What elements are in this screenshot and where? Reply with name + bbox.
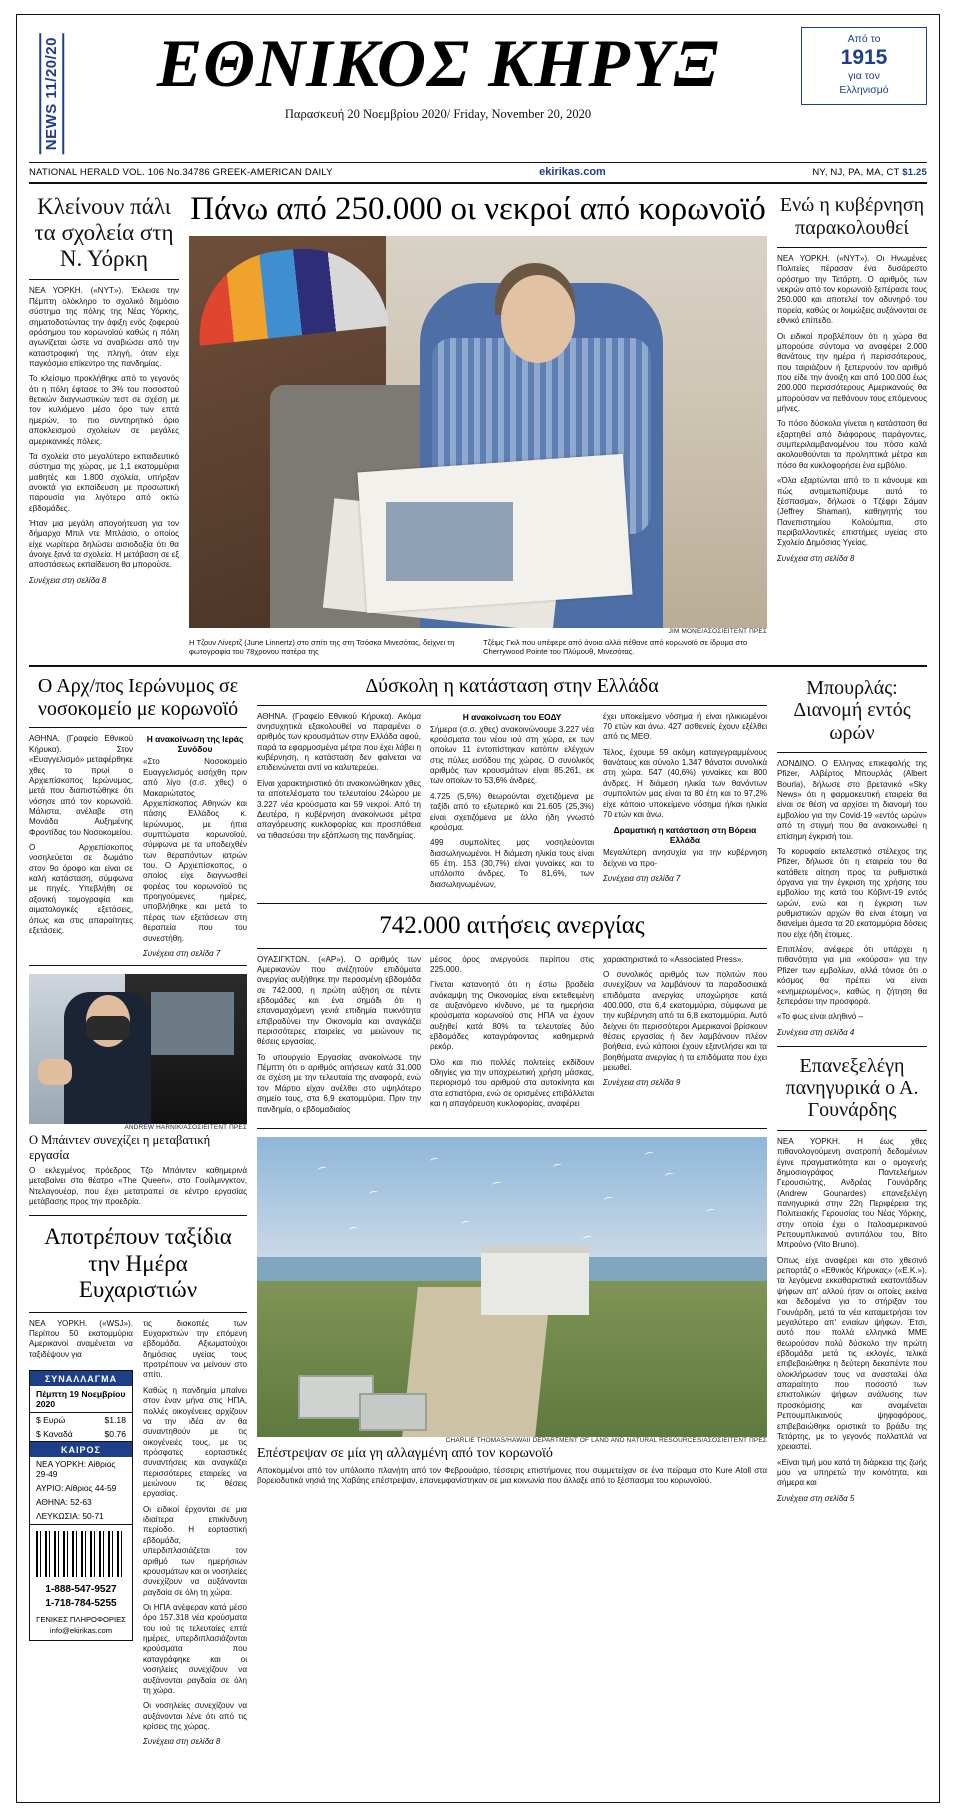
- divider: [29, 279, 179, 280]
- masthead: [29, 23, 927, 154]
- currency-label: $ Καναδά: [36, 1429, 73, 1440]
- greece-col2: [430, 712, 594, 895]
- issue-date: Παρασκευή 20 Νοεμβρίου 2020/ Friday, November 20, 2020: [284, 107, 592, 121]
- left-column-top: [29, 192, 179, 657]
- weather-title: ΚΑΙΡΟΣ: [30, 1442, 132, 1457]
- schools-continuation: Συνέχεια στη σελίδα 8: [29, 575, 107, 585]
- paragraph: Οι ειδικοί έρχονται σε μια ιδιαίτερα επικίνδυνη περίοδο. Η εορταστική εβδομάδα, υπερδιπλασιάζεται τον αριθμό των ημερήσιων κρουσμάτων και οι νοσηλείες συνεχίζουν να αυξάνονται ραγδαία σε όλη τη χώρα.: [143, 1504, 247, 1597]
- paragraph: ΝΕΑ ΥΟΡΚΗ. («ΝΥΤ»). Έκλεισε την Πέμπτη ολόκληρο το σχολικό δημόσιο σύστημα της πόλης της Νέας Υόρκης, σηματοδοτώντας την άφιξη ενός ζοφερού ορόσημου του κορωνοϊού καθώς η πόλη αγωνίζεται ώστε να αναβιώσει από την καταστροφική της πληγή, όταν είχε παγκόσμιο επίκεντρο της πανδημίας.: [29, 286, 179, 368]
- bourlas-continuation: Συνέχεια στη σελίδα 4: [777, 1027, 855, 1037]
- currency-weather-box: [29, 1370, 133, 1641]
- paragraph: Σήμερα (σ.σ. χθες) ανακοινώνουμε 3.227 νέα κρούσματα του νέου ιού στη χώρα, εκ των οποίων 11 εντοπίστηκαν κατόπιν ελέγχων στις πύλες εισόδου της χώρας. Ο συνολικός αριθμός των κρουσμάτων είναι 85.261, εκ των οποίων το 53,6% άνδρες.: [430, 724, 594, 786]
- biden-photo: [29, 974, 247, 1124]
- paragraph: Είναι χαρακτηριστικό ότι ανακοινώθηκαν χθες τα αποτελέσματα του τελευταίου 24ώρου με 3.227 νέα κρούσματα και 59 νεκροί. Από τη Δευτέρα, η κυβέρνηση ανακοίνωσε μέτρα απαγόρευσης κυκλοφορίας και προσπάθεια να τιθασεύσει την εξάπλωση της πανδημίας.: [257, 778, 421, 840]
- gounaridis-headline: Επανεξελέγη πανηγυρικά ο Α. Γουνάρδης: [785, 1054, 919, 1122]
- birds-caption: Επέστρεψαν σε μία γη αλλαγμένη από τον κορωνοϊό: [257, 1445, 553, 1461]
- mid-center-column: [257, 675, 767, 1746]
- divider: [29, 965, 247, 966]
- thanksgiving-col2: [143, 1319, 247, 1747]
- paragraph: Καθώς η πανδημία μπαίνει στον έναν μήνα στις ΗΠΑ, πολλές οικογένειες αρχίζουν να την ιδέα αν θα συναντηθούν με τις οικογένειές τους, με τις πρόσφατες εορταστικές συναντήσεις και αναγκάζει περισσότερες εταιρείες να μειώνουν τις θέσεις εργασίας.: [143, 1385, 247, 1499]
- contact-info: [30, 1615, 132, 1640]
- divider: [29, 1215, 247, 1216]
- bourlas-headline: Μπουρλάς: Διανομή εντός ωρών: [793, 676, 911, 744]
- unemployment-col3: [603, 955, 767, 1120]
- paragraph: έχει υποκείμενο νόσημα ή είναι ηλικιωμένοι 70 ετών και άνω. 427 ασθενείς έχουν εξέλθει από τις ΜΕΘ.: [603, 711, 767, 742]
- paragraph: ΑΘΗΝΑ. (Γραφείο Εθνικού Κήρυκα). Ακόμα ανησυχητικά εξακολουθεί να παραμένει ο αριθμός των κρουσμάτων στην Ελλάδα αφού, παρά τα εφαρμοσμένα μέτρα που έχει λάβει η κυβέρνηση, η κατάσταση δεν φαίνεται να επιδεινώνεται αντί να καλυτερεύει.: [257, 711, 421, 773]
- masthead-center: [75, 27, 801, 122]
- right-column-top: [777, 192, 927, 657]
- paragraph: ΝΕΑ ΥΟΡΚΗ. («WSJ»). Περίπου 50 εκατομμύρια Αμερικανοί αναμένεται να ταξιδέψουν για: [29, 1318, 133, 1359]
- schools-headline: Κλείνουν πάλι τα σχολεία στη Ν. Υόρκη: [34, 194, 174, 271]
- mid-right-column: [777, 675, 927, 1746]
- paragraph: Επιπλέον, ανέφερε ότι υπάρχει η πιθανότητα για μια «κούρσα» για την Pfizer των εμβολίων, αλλά τόνισε ότι ο κόσμος θα πρέπει να είναι «ενημερωμένος», καθώς η ζήτηση θα ξεπεράσει την προσφορά.: [777, 945, 927, 1006]
- paragraph: Όπως είχε αναφέρει και στο χθεσινό ρεπορτάζ ο «Εθνικός Κήρυκας» («Ε.Κ.»), τα λεγόμενα εκκαθαριστικά εκατοντάδων ψήφων απ' αλλού ήταν οι οποίες εκείνα και δεδομένα για το στήριξαν του Γουνάρδη, μετά τα νέα καταμετρήσει τον μεγαλύτερο απ' ενιαίων ψήφων. Έτσι, αυτό που πολλά ελληνικά ΜΜΕ θεωρούσαν πολύ δύσκολο την πρώτη εβδομάδα μετά τις εκλογές, τελικά επιβεβαιώθηκε η δεύτερη δεκαπέντε που ολοκλήρωσαν τους να ανασταλεί όλα απαραίτητο που ποσοστό των επιστολικών ψήφων ανάλυσης των προσκόμισης και αναμένεται Ρεπουμπλικανούς ψηφοφόρους, επιβεβαιώθηκε οριστικά το βράδυ της Τετάρτης, με το γεγονός πολλαπλά να χρειαστεί.: [777, 1255, 927, 1452]
- currency-date: Πέμπτη 19 Νοεμβρίου 2020: [30, 1386, 132, 1413]
- paragraph: ΝΕΑ ΥΟΡΚΗ. Η έως χθες πιθανολογούμενη ανατροπή δεδομένων έγινε πραγματικότητα και ο ομογενής δημοσιογράφος Παντελεήμων Γερουσιώτης, Ανδρέας Γουνάρδης (Andrew Gounardes) επανεξελέγη πανηγυρικά στην 22η Περιφέρεια της Πολιτειακής Γερουσίας του Νέας Υόρκης, στην οποία έχει ο Ιταλοαμερικανού Ρεπουμπλικανού αντιπάλου του, Βίτο Μπρούνο (Vito Bruno).: [777, 1136, 927, 1250]
- top-section: [29, 192, 927, 657]
- unemployment-col1: [257, 955, 421, 1120]
- paragraph: χαρακτηριστικά το «Associated Press».: [603, 954, 744, 964]
- divider: [257, 948, 767, 949]
- main-caption-left: Η Τζουν Λίνερτζ (June Linnertz) στο σπίτι της στη Τσόσκα Μινεσότας, δείχνει τη φωτογραφία του 78χρονου πατέρα της: [189, 637, 455, 657]
- currency-title: ΣΥΝΑΛΛΑΓΜΑ: [30, 1371, 132, 1386]
- since-line2: Ελληνισμό: [839, 84, 889, 97]
- paragraph: Ο εκλεγμένος πρόεδρος Τζο Μπάιντεν καθημερινά μεταβαίνει στο θέατρο «The Queen», στο Γουίλμινγκτον, Ντελαγουέαρ, που έχει μετατραπεί σε κέντρο εργασίας μετάβασης προς την προεδρία.: [29, 1165, 247, 1206]
- info-label: ΓΕΝΙΚΕΣ ΠΛΗΡΟΦΟΡΙΕΣ: [36, 1615, 126, 1625]
- currency-row: [30, 1413, 132, 1427]
- currency-row: [30, 1427, 132, 1442]
- weather-row: ΑΥΡΙΟ: Αίθριος 44-59: [36, 1483, 117, 1494]
- phone-numbers: [30, 1581, 132, 1615]
- divider: [257, 903, 767, 904]
- paragraph: Τέλος, έχουμε 59 ακόμη καταγεγραμμένους θανάτους και σύνολο 1.347 θάνατοι συνολικά στη χώρα. 547 (40,6%) γυναίκες και 800 άνδρες. Η διάμεση ηλικία των θανόντων συμπολιτών μας είναι τα 80 έτη και το 97,2% είχε κάποιο υποκείμενο νόσημα ή/και ηλικία 70 ετών και άνω.: [603, 747, 767, 819]
- price-label: $1.25: [902, 166, 927, 178]
- archbishop-body-col1: [29, 734, 133, 957]
- volume-info: NATIONAL HERALD VOL. 106 No.34786 GREEK-AMERICAN DAILY: [29, 166, 333, 178]
- mid-section: [29, 675, 927, 1746]
- main-headline: Πάνω από 250.000 οι νεκροί από κορωνοϊό: [190, 191, 766, 228]
- greece-col1: [257, 712, 421, 895]
- paragraph: ΝΕΑ ΥΟΡΚΗ. («ΝΥΤ»). Οι Ηνωμένες Πολιτείες πέρασαν ένα δυσάρεστο ορόσημο την Τετάρτη. Ο αριθμός των νεκρών από τον κορωνοϊό ξεπέρασε τους 250.000 και αποτελεί τον οδυνηρό του πορεία, καθώς οι λοιμώξεις αυξάνονται σε εθνικό επίπεδο.: [777, 254, 927, 326]
- currency-value: $0.76: [104, 1429, 126, 1440]
- unemployment-headline: 742.000 αιτήσεις ανεργίας: [379, 912, 645, 940]
- paragraph: ΟΥΑΣΙΓΚΤΩΝ. («ΑΡ»). Ο αριθμός των Αμερικανών που ανέζητούν επιδόματα ανεργίας αυξήθηκε την περασμένη εβδομάδα σε 742.000, η πρώτη αύξηση σε πέντε εβδομάδες και ένα σημάδι ότι η επαναμαχόμενη γενιά επιδημία πυκνότητα επιβραδύνει την Οικονομία και αναγκάζει περισσότερες εταιρείες να μειώνουν τις θέσεις εργασίας.: [257, 954, 421, 1047]
- since-year: 1915: [840, 46, 888, 70]
- paragraph: «Όλα εξαρτώνται από το τι κάνουμε και πώς αντιμετωπίζουμε αυτό το ξέσπασμα», δήλωσε ο Τζέφρι Σάμαν (Jeffrey Shaman), καθηγητής του Πανεπιστημίου Κολούμπια, στο περιβαλλοντικές επιστήμες υγείας στο Σχολείο Δημόσιας Υγείας.: [777, 476, 927, 548]
- archbishop-subhead: Η ανακοίνωση της Ιεράς Συνόδου: [146, 734, 244, 755]
- paragraph: Αποκομμένοι από τον υπόλοιπο πλανήτη από τον Φεβρουάριο, τέσσερις επιστήμονες που συμμετείχαν σε ένα πείραμα στο Kure Atoll στα βορειοδυτικά νησιά της Χαβάης επέστρεψαν, επανεμφανίστηκαν σε μια κοινωνία που άλλαξε από το ξέσπασμα του κορωνοϊού.: [257, 1465, 767, 1486]
- government-headline: Ενώ η κυβέρνηση παρακολουθεί: [779, 194, 925, 239]
- divider: [257, 705, 767, 706]
- paragraph: «Το φως είναι αληθινό –: [777, 1012, 864, 1022]
- gounaridis-body: [777, 1137, 927, 1489]
- news-badge: [29, 27, 75, 154]
- weather-row: ΛΕΥΚΩΣΙΑ: 50-71: [30, 1509, 132, 1525]
- paragraph: Το κλείσιμο προκλήθηκε από το γεγονός ότι η πόλη έφτασε το 3% του ποσοστού θετικών διαγνωστικών τεστ σε σχέση με τον κυλιόμενο μέσο όρο των επτά ημερών, το πιο συντηρητικό όριο αποκλεισμού σχολείων σε μεγάλες αμερικανικές πόλεις.: [29, 374, 179, 446]
- paragraph: Οι νοσηλείες συνεχίζουν να αυξάνονται λένε ότι από τις κρίσεις της χώρας.: [143, 1701, 247, 1731]
- main-photo-credit: JIM MONE/ΑΣΟΣΙΕΪΤΕΝΤ ΠΡΕΣ: [668, 627, 767, 635]
- mid-left-column: [29, 675, 247, 1746]
- phone-local[interactable]: 1-718-784-5255: [45, 1598, 117, 1610]
- weather-row: ΑΘΗΝΑ: 52-63: [36, 1497, 92, 1508]
- unemployment-continuation: Συνέχεια στη σελίδα 9: [603, 1078, 681, 1088]
- phone-toll-free[interactable]: 1-888-547-9527: [45, 1584, 117, 1596]
- greece-subhead: Η ανακοίνωση του ΕΟΔΥ: [462, 711, 562, 722]
- masthead-info-bar: [29, 163, 927, 184]
- paragraph: Γίνεται κατανοητό ότι η έστω βραδεία ανάκαμψη της Οικονομίας είναι εκτεθειμένη σε αυξανόμενο κίνδυνο, με τα ημερήσια κρούσματα κορωνοϊού στις ΗΠΑ να έχουν αυξηθεί κατά 80% τα τελευταίες δύο εβδομάδες καταγράφοντας καθημερινά ρεκόρ.: [430, 980, 594, 1052]
- paragraph: τις διακοπές των Ευχαριστιών την επόμενη εβδομάδα. Αξιωματούχοι δημόσιας υγείας τους προτρέπουν να μείνουν στο σπίτι.: [143, 1318, 247, 1380]
- divider: [29, 727, 247, 728]
- since-line1: για τον: [848, 70, 880, 83]
- distribution-regions: ΝΥ, ΝJ, ΡΑ, ΜΑ, CT: [812, 166, 900, 178]
- currency-value: $1.18: [104, 1415, 126, 1426]
- greece-continuation: Συνέχεια στη σελίδα 7: [603, 873, 681, 883]
- paragraph: ΑΘΗΝΑ. (Γραφείο Εθνικού Κήρυκα). Στον «Ευαγγελισμό» μεταφέρθηκε χθες το πρωί ο Αρχιεπίσκοπος Ιερώνυμος, μετά που διαπιστώθηκε ότι νόσησε από τον κορωνοϊό. Μάλιστα, ανέλαβε στη Μονάδα Αυξημένης Φροντίδας του Νοσοκομείου.: [29, 734, 133, 837]
- paragraph: Το κορυφαίο εκτελεστικό στέλεχος της Pfizer, δήλωσε ότι η εταιρεία του θα κατάθετε αίτηση πρoς τα ρυθμιστικά όργανα για την έγκριση της χρήσης του εμβολίου της κατά του Κόβιντ-19 εντός ωρών, ενώ και η έγκριση των ρυθμιστικών αρχών θα είναι έτοιμη να διανείμει άμεσα τα 20 εκατομμύρια δόσεις που είχε ήδη έτοιμες.: [777, 846, 927, 939]
- paragraph: «Στο Νοσοκομείο Ευαγγελισμός εισήχθη πριν από λίγο (σ.σ. χθες) ο Μακαριώτατος Αρχιεπίσκοπος Αθηνών και πάσης Ελλάδος κ. Ιερώνυμος, με ήπια συμπτώματα κορωνοϊού, σύμφωνα με τα υποδειχθέν των θεραπόντων ιατρών του. Ο Αρχιεπίσκοπος, ο οποίος είχε διαγνωσθεί φορέας του κορωνοϊού τις προηγούμενες ημέρες, υποβλήθηκε και μετά το πέρας των εξετάσεων στη θεραπεία που του συνεστήθη.: [143, 757, 247, 943]
- website-link[interactable]: ekirikas.com: [539, 166, 606, 179]
- currency-label: $ Ευρώ: [36, 1415, 66, 1426]
- archbishop-headline: Ο Αρχ/πος Ιερώνυμος σε νοσοκομείο με κορωνοϊό: [37, 674, 239, 720]
- divider: [29, 1312, 247, 1313]
- main-story: [189, 192, 767, 657]
- paragraph: 4.725 (5,5%) θεωρούνται σχετιζόμενα με ταξίδι από το εξωτερικό και 21.605 (25,3%) είναι σχετιζόμενα με άλλο ήδη γνωστό κρούσμα.: [430, 791, 594, 832]
- thanksgiving-headline: Αποτρέπουν ταξίδια την Ημέρα Ευχαριστιών: [44, 1224, 232, 1303]
- divider: [257, 1128, 767, 1129]
- paragraph: Οι ΗΠΑ ανέφεραν κατά μέσο όρο 157.318 νέα κρούσματα του ιού τις τελευταίες επτά ημέρες, υπερδιπλασιάζονται κρούσματα που καταγράφηκε και οι νοσηλείες συνεχίζουν να αυξάνονται ραγδαία σε όλη τη χώρα.: [143, 1602, 247, 1695]
- paragraph: 499 συμπολίτες μας νοσηλεύονται διασωληνωμένοι. Η διάμεση ηλικία τους είναι 65 έτη. 153 (30,7%) είναι γυναίκες και το υπόλοιπο άνδρες. Το 81,6%, των διασωληνωμένων,: [430, 838, 594, 889]
- biden-photo-credit: ANDREW HARNIK/ΑΣΟΣΙΕΪΤΕΝΤ ΠΡΕΣ: [124, 1123, 247, 1131]
- distribution-price: [812, 167, 927, 178]
- barcode: [36, 1531, 126, 1577]
- government-continuation: Συνέχεια στη σελίδα 8: [777, 553, 855, 563]
- news-badge-label: NEWS 11/20/20: [39, 33, 64, 154]
- biden-caption: Ο Μπάιντεν συνεχίζει η μεταβατική εργασία: [29, 1132, 211, 1162]
- paragraph: Οι ειδικοί προβλέπουν ότι η χώρα θα μπορούσε σύντομα να αναφέρει 2.000 θανάτους την ημέρα ή περισσότερους, που ταιριάζουν ή ξεπερνούν τον αριθμό που είδε την άνοιξη και από 100.000 έως 200.000 περισσότερους Αμερικανούς θα μπορούσαν να πεθάνουν τους επόμενους μήνες.: [777, 331, 927, 414]
- paragraph: Τα σχολεία στο μεγαλύτερο εκπαιδευτικό σύστημα της χώρας, με 1,1 εκατομμύρια μαθητές και 1.800 σχολεία, υπήρξαν ανοικτά για εκπαίδευση με προσωπική παρουσία για λιγότερο από οκτώ εβδομάδες.: [29, 451, 179, 513]
- section-divider: [29, 665, 927, 667]
- birds-photo-credit: CHARLIE THOMAS/HAWAII DEPARTMENT OF LAND AND NATURAL RESOURCES/ΑΣΟΣΙΕΪΤΕΝΤ ΠΡΕΣ: [445, 1436, 767, 1444]
- divider: [777, 1046, 927, 1047]
- greece-headline: Δύσκολη η κατάσταση στην Ελλάδα: [365, 674, 659, 697]
- since-top-label: Από το: [847, 33, 881, 45]
- divider: [777, 1130, 927, 1131]
- paragraph: ΛΟΝΔΙΝΟ. Ο Ελληνας επικεφαλής της Pfizer, Αλβέρτος Μπουρλάς (Albert Bourla), δήλωσε στο βρετανικό «Sky News» ότι η φαρμακευτική εταιρεία θα είναι σε θέση να αρχίσει τη διανομή του εμβολίου για την Covid-19 «εντός ωρών» από τη στιγμή που θα ανακοινωθεί η επίσημη έγκρισή του.: [777, 759, 927, 841]
- main-photo: [189, 236, 767, 628]
- gounaridis-continuation: Συνέχεια στη σελίδα 5: [777, 1493, 855, 1503]
- main-caption-right: Τζέιμς Γκιλ που υπέφερε από άνοια αλλά πέθανε από κορωνοϊό σε ίδρυμα στο Cherrywood Pointe του Πλύμουθ, Μινεσότας.: [483, 637, 748, 657]
- bourlas-body: [777, 759, 927, 1023]
- birds-text: [257, 1466, 767, 1487]
- paper-title: ΕΘΝΙΚΟΣ ΚΗΡΥΞ: [156, 25, 720, 101]
- biden-text: [29, 1166, 247, 1207]
- divider: [777, 752, 927, 753]
- paragraph: μέσος όρος ανεργούσε περίπου στις 225.000.: [430, 954, 594, 974]
- paragraph: Μεγαλύτερη ανησυχία για την κυβέρνηση δείχνει να προ-: [603, 848, 767, 868]
- paragraph: Ο συνολικός αριθμός των πολιτών που συνεχίζουν να λαμβάνουν τα παραδοσιακά επιδόματα ανεργίας υποχώρησε κατά 400.000, στα 6,4 εκατομμύρια, σύμφωνα με την κυβέρνηση από τα 6,8 εκατομμύρια. Αυτό δείχνει ότι περισσότεροι Αμερικανοί βρίσκουν θέσεις εργασίας ή δεν λαμβάνουν πλέον βοήθεια, ενώ κάποιοι έχουν εξαντλήσει και τα βοηθήματα ανεργίας ή τα επιδόματα πoυ έχει μειωθεί.: [603, 969, 767, 1073]
- thanksgiving-continuation: Συνέχεια στη σελίδα 8: [143, 1737, 221, 1747]
- schools-body: [29, 286, 179, 570]
- birds-photo: [257, 1137, 767, 1437]
- greece-col3: [603, 712, 767, 895]
- archbishop-body-col2: [143, 734, 247, 957]
- divider: [777, 247, 927, 248]
- paragraph: Το πόσο δύσκολα γίνεται η κατάσταση θα εξαρτηθεί από διάφορους παράγοντες, συμπεριλαμβανομένου του πόσο καλά ακολουθούνται τα προληπτικά μέτρα και πόσο θα κυκλοφορήσει ένα εμβόλιο.: [777, 419, 927, 470]
- archbishop-continuation: Συνέχεια στη σελίδα 7: [143, 948, 221, 958]
- weather-row: ΝΕΑ ΥΟΡΚΗ: Αίθριος 29-49: [36, 1459, 116, 1480]
- paragraph: Όλο και πιο πολλές πολιτείες εκδίδουν οδηγίες για την υποχρεωτική χρήση μάσκας, περιορισμό του αριθμού στα αυτοκίνητα και στα εστιατόρια, ενώ σε ορισμένες επιβάλλεται και η απαγόρευση κυκλοφορίας, αναφέρει: [430, 1057, 594, 1109]
- page-frame: [16, 14, 940, 1803]
- email-link[interactable]: info@ekirikas.com: [49, 1625, 113, 1635]
- since-badge: [801, 27, 927, 105]
- paragraph: Ο Αρχιεπίσκοπος νοσηλεύεται σε δωμάτιο στον 9ο όροφο και είναι σε καλή κατάσταση, σύμφωνα με πηγές. Υπεβλήθη σε αξονική τομογραφία και αιματολογικές εξετάσεις, όπως και στις απαραίτητες εξετάσεις.: [29, 843, 133, 935]
- paragraph: Ήταν μια μεγάλη απογοήτευση για τον δήμαρχο Μπιλ ντε Μπλάσιο, ο οποίος είχε νωρίτερα δηλώσει αισιοδοξία ότι θα άνοιγε ξανά τα σχολεία. Η μετάβαση σε εξ αποστάσεως εκπαίδευση θα μπορούσε.: [29, 519, 179, 570]
- paragraph: Το υπουργείο Εργασίας ανακοίνωσε την Πέμπτη ότι ο αριθμός αιτήσεων κατά 31.000 σε σχέση με την τελευταία της αναφορά, ενώ τον Μάρτιο είχαν ανέλθει στο υψηλότερο σημείο τους, στα 6,9 εκατομμύρια. Πριν την πανδημία, ο εβδομαδιαίος: [257, 1052, 421, 1114]
- thanksgiving-col1: [29, 1319, 133, 1747]
- unemployment-col2: [430, 955, 594, 1120]
- government-body: [777, 254, 927, 549]
- paragraph: «Είναι τιμή μου κατά τη διάρκεια της ζωής μου να υπηρετώ την κοινότητα, και σήμερα και: [777, 1457, 927, 1488]
- greece-subhead-2: Δραματική η κατάσταση στη Βόρεια Ελλάδα: [613, 825, 757, 846]
